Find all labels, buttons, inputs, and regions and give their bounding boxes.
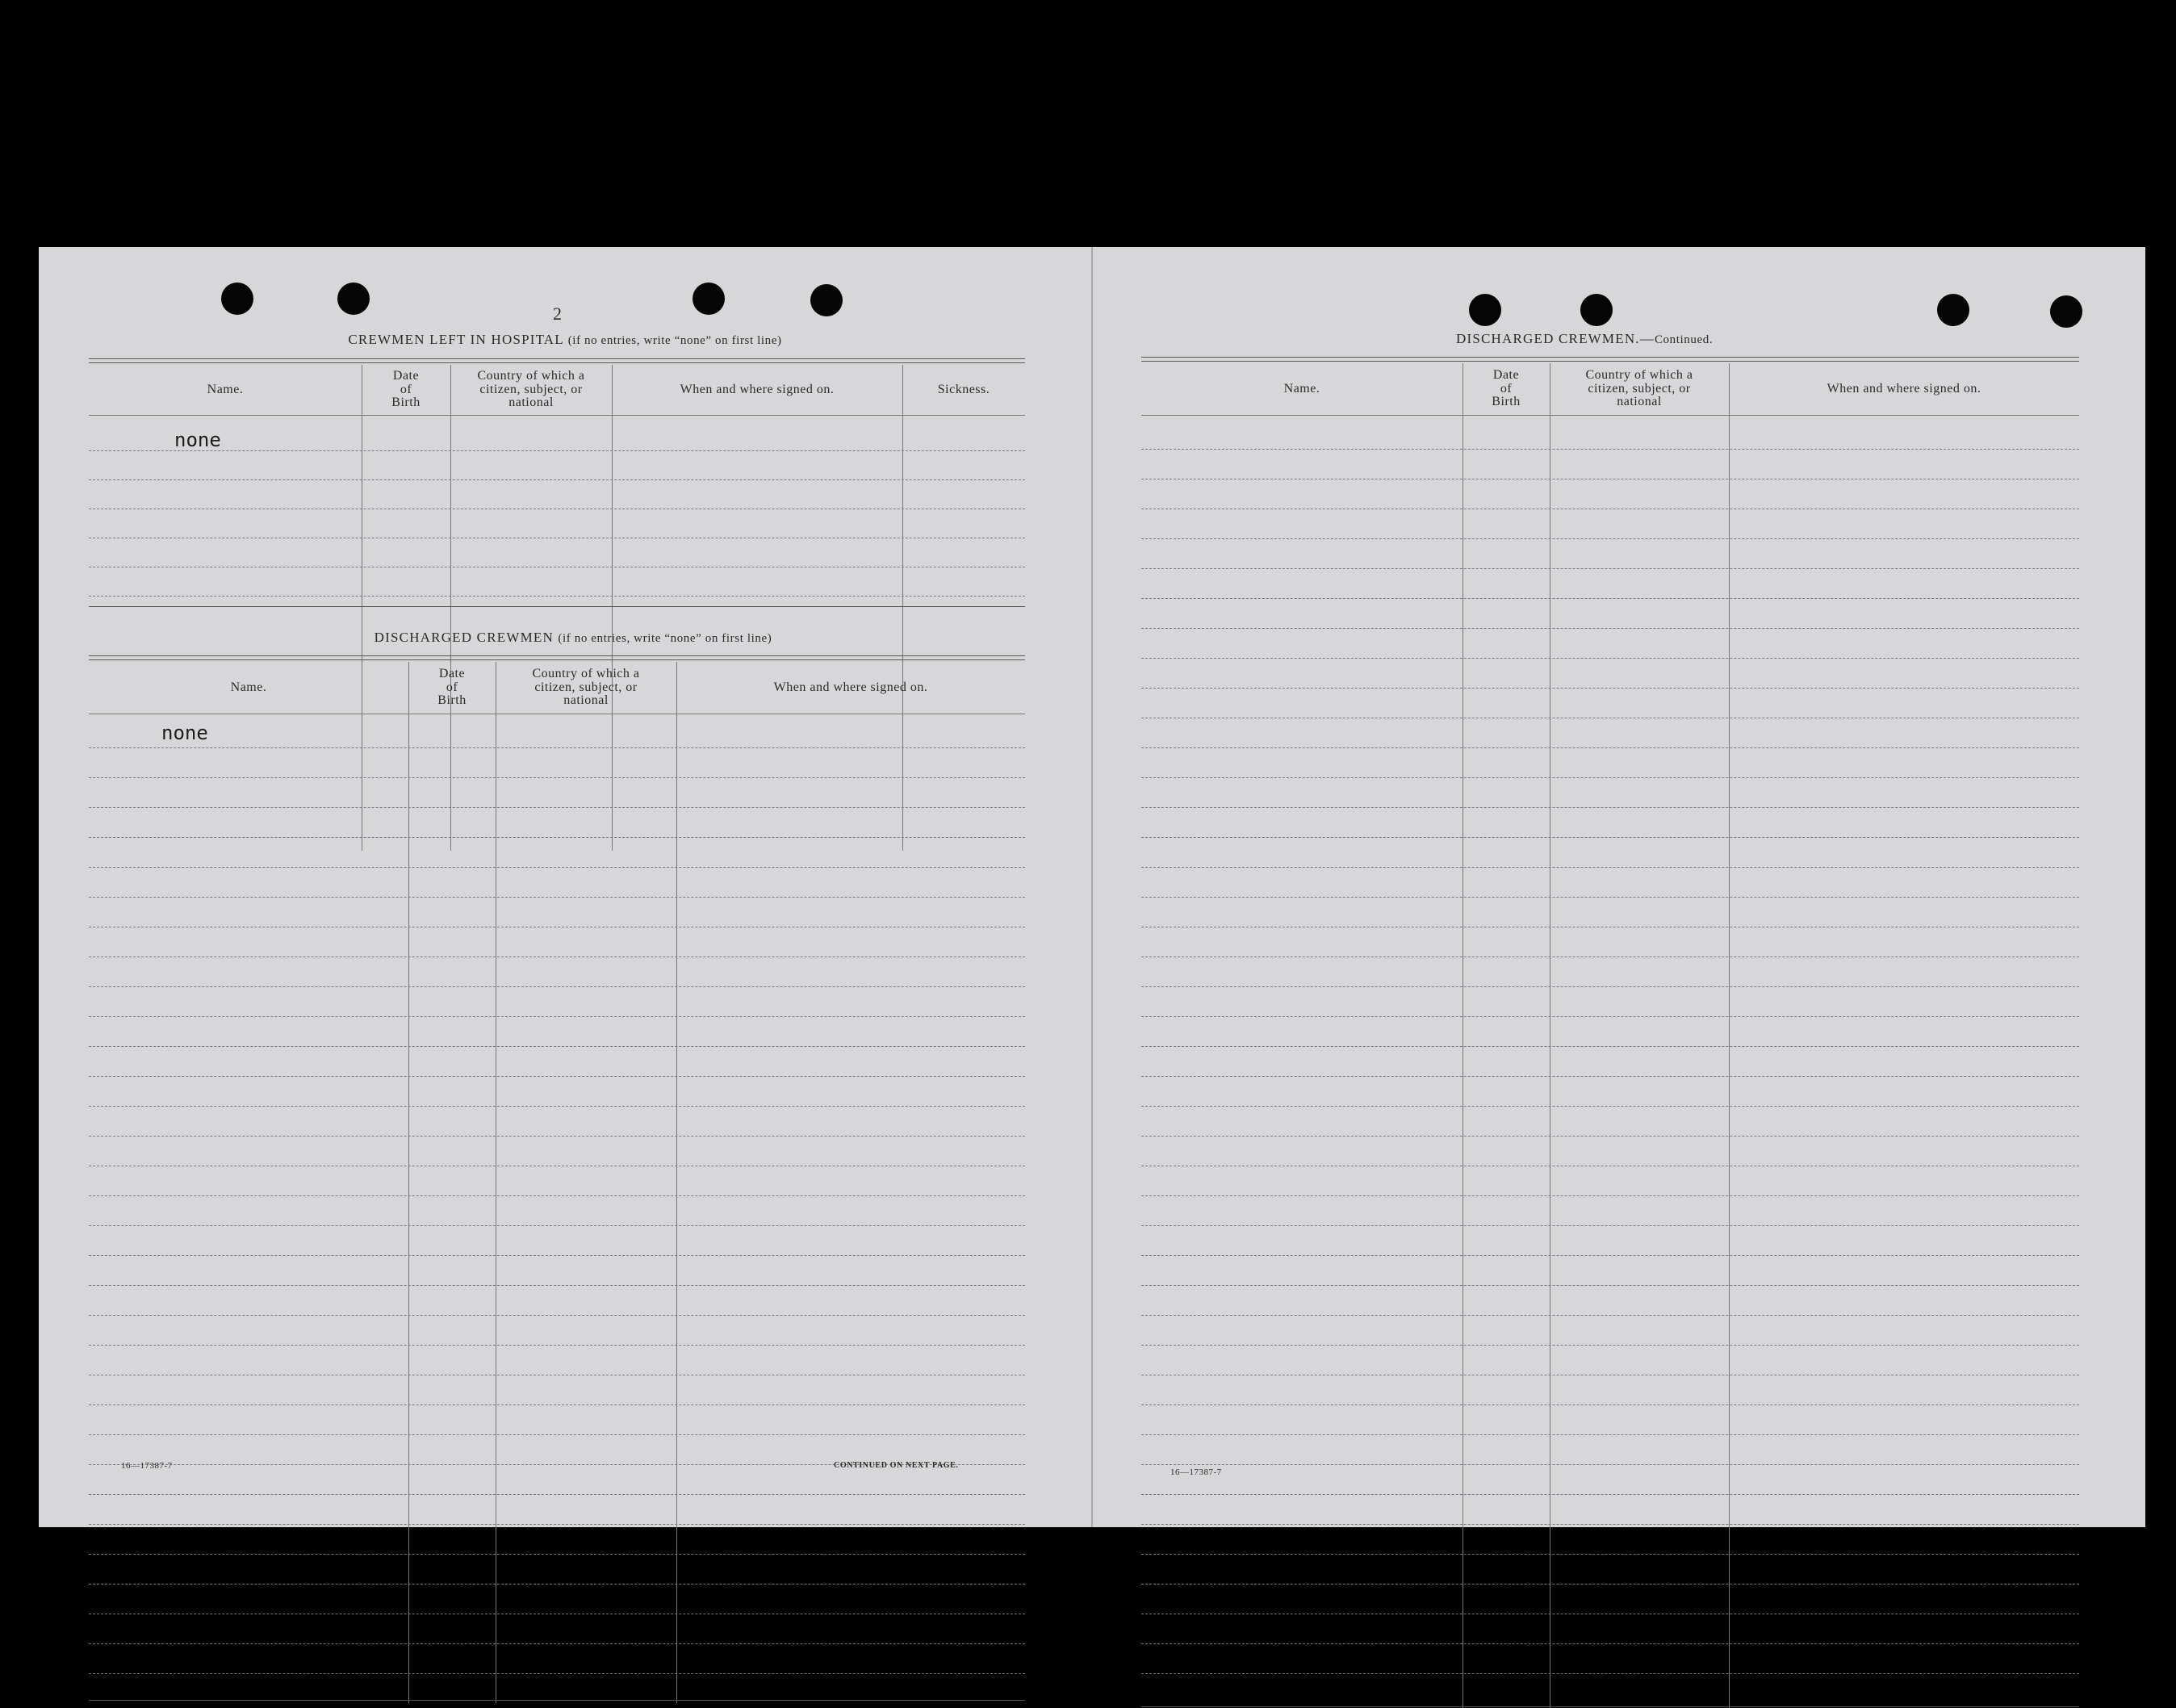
column-header-date-of-birth: Date of Birth [1492,367,1521,409]
entry-line [89,897,1025,898]
entry-line [1141,1584,2079,1585]
entry-line [1141,1106,2079,1107]
punch-hole [1580,294,1613,326]
entry-line [89,1524,1025,1525]
entry-line [89,1584,1025,1585]
punch-hole [221,283,253,315]
entry-line [1141,777,2079,778]
hospital-section-title [39,332,1091,348]
entry-line [1141,1464,2079,1465]
table-top-rule [1141,357,2079,362]
entry-line [1141,1404,2079,1405]
entry-line [1141,1255,2079,1256]
entry-line [1141,1225,2079,1226]
entry-line [89,1195,1025,1196]
table-bottom-rule [89,606,1025,607]
entry-line [89,1315,1025,1316]
entry-line [1141,986,2079,987]
discharged-section-title [39,630,1099,646]
column-header-name: Name. [230,680,267,694]
entry-line [1141,658,2079,659]
entry-line [89,1434,1025,1435]
entry-line [89,1225,1025,1226]
discharged-title-main: DISCHARGED CREWMEN [374,630,554,645]
entry-line [1141,688,2079,689]
punch-hole [693,283,725,315]
hospital-title-note: (if no entries, write “none” on first line) [567,334,782,347]
column-header-country: Country of which a citizen, subject, or national [532,666,640,708]
entry-line [89,837,1025,838]
entry-line [89,1106,1025,1107]
column-divider [1729,363,1730,1708]
entry-line [89,986,1025,987]
discharged-entry-name: none [161,722,208,744]
column-header-signed-on: When and where signed on. [680,382,835,396]
entry-line [1141,1345,2079,1346]
entry-line [89,1046,1025,1047]
entry-line [1141,837,2079,838]
entry-line [1141,1046,2079,1047]
continued-title-main: DISCHARGED CREWMEN.— [1456,331,1655,346]
left-page [39,247,1091,1527]
entry-line [1141,1524,2079,1525]
entry-line [89,1404,1025,1405]
column-divider [676,662,677,1703]
entry-line [89,747,1025,748]
table-bottom-rule [1141,1706,2079,1707]
right-page [1091,247,2145,1527]
entry-line [1141,1016,2079,1017]
table-top-rule [89,655,1025,660]
entry-line [1141,897,2079,898]
entry-line [1141,449,2079,450]
column-header-country: Country of which a citizen, subject, or national [477,368,585,410]
column-header-sickness: Sickness. [937,382,990,396]
entry-line [1141,1554,2079,1555]
punch-hole [2050,295,2082,328]
form-number: 16—17387-7 [1170,1467,1222,1477]
entry-line [89,867,1025,868]
entry-line [1141,807,2079,808]
entry-line [89,807,1025,808]
entry-line [89,1016,1025,1017]
entry-line [1141,1285,2079,1286]
continued-note: CONTINUED ON NEXT PAGE. [834,1461,959,1470]
entry-line [89,479,1025,480]
entry-line [89,1673,1025,1674]
entry-line [89,596,1025,597]
punch-hole [1937,294,1969,326]
entry-line [1141,628,2079,629]
entry-line [89,1494,1025,1495]
entry-line [89,1136,1025,1137]
column-divider [408,662,409,1703]
column-header-signed-on: When and where signed on. [1827,381,1981,396]
entry-line [1141,1315,2079,1316]
entry-line [89,1076,1025,1077]
column-header-date-of-birth: Date of Birth [437,666,467,708]
hospital-entry-name: none [174,429,221,451]
entry-line [89,450,1025,451]
entry-line [89,1643,1025,1644]
punch-hole [1469,294,1501,326]
entry-line [1141,1434,2079,1435]
punch-hole [337,283,370,315]
column-header-name: Name. [207,382,244,396]
table-bottom-rule [89,1700,1025,1701]
form-number: 16—17387-7 [121,1461,173,1471]
column-header-country: Country of which a citizen, subject, or national [1585,367,1693,409]
header-rule [89,415,1025,416]
header-rule [1141,415,2079,416]
entry-line [1141,867,2079,868]
entry-line [89,1345,1025,1346]
entry-line [89,1285,1025,1286]
entry-line [1141,1136,2079,1137]
entry-line [1141,1673,2079,1674]
table-top-rule [89,358,1025,363]
continued-title-cont: Continued. [1654,333,1714,346]
entry-line [89,777,1025,778]
hospital-title-main: CREWMEN LEFT IN HOSPITAL [348,332,564,347]
entry-line [89,1255,1025,1256]
entry-line [1141,568,2079,569]
entry-line [1141,598,2079,599]
entry-line [1141,538,2079,539]
entry-line [1141,1195,2079,1196]
continued-section-title [1456,331,1713,347]
punch-hole [810,284,843,316]
page-number: 2 [553,304,562,324]
column-header-date-of-birth: Date of Birth [391,368,421,410]
entry-line [89,1554,1025,1555]
discharged-title-note: (if no entries, write “none” on first line) [558,632,772,645]
entry-line [1141,747,2079,748]
column-header-signed-on: When and where signed on. [773,680,928,694]
entry-line [1141,1076,2079,1077]
column-header-name: Name. [1283,381,1320,396]
entry-line [1141,1494,2079,1495]
entry-line [1141,1643,2079,1644]
